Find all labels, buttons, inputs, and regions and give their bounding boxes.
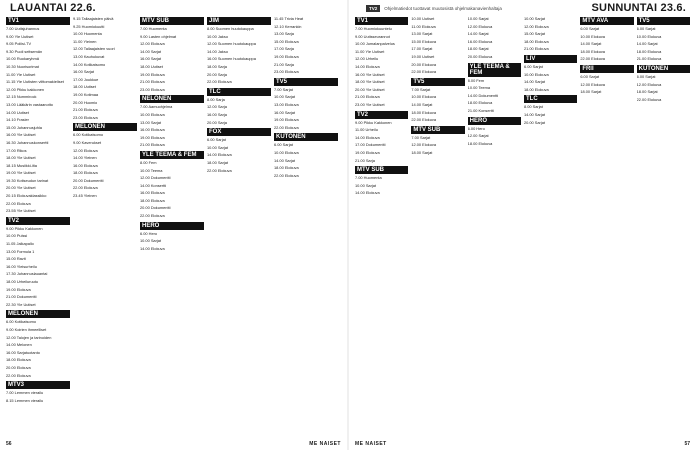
right-column bbox=[355, 17, 408, 438]
program-listing: 7.00 Sarjat bbox=[274, 86, 293, 92]
program-listing: 11.05 Jalkapallo bbox=[6, 241, 34, 247]
program-listing: 18.00 Elokuva bbox=[274, 165, 299, 171]
program-listing: 19.00 Uutiset bbox=[411, 53, 435, 59]
program-listing: 10.00 Teema bbox=[467, 85, 491, 91]
program-listing: 17.00 Rikos bbox=[6, 147, 27, 153]
program-listing: 13.00 Lääkärin vastaanotto bbox=[6, 101, 53, 107]
program-listing: 13.00 Elokuva bbox=[274, 101, 299, 107]
program-listing: 11.00 Urheilu bbox=[355, 127, 378, 133]
program-listing: 8.00 Sarjat bbox=[523, 104, 543, 110]
program-listing: 18.00 Elokuva bbox=[73, 170, 98, 176]
channel-heading: YLE TEEMA & FEM bbox=[468, 63, 521, 77]
program-listing: 14.00 Elokuva bbox=[207, 152, 232, 158]
channel-heading: MTV SUB bbox=[411, 126, 464, 134]
program-listing: 9.25 Huomiokuutti bbox=[73, 23, 105, 29]
program-listing: 17.00 Dokumentti bbox=[355, 142, 386, 148]
program-listing: 11.45 Trivia Heat bbox=[274, 17, 304, 21]
right-page-header bbox=[356, 0, 686, 16]
program-listing: 12.00 Elokuva bbox=[636, 81, 662, 87]
program-listing: 15.00 Elokuva bbox=[274, 38, 299, 44]
channel-heading: TV1 bbox=[6, 17, 70, 25]
program-listing: 6.00 Sarjat bbox=[207, 137, 226, 143]
program-listing: 12.00 Elokuva bbox=[467, 23, 493, 29]
right-column bbox=[637, 17, 690, 438]
program-listing: 11.00 Yleinen bbox=[73, 38, 97, 44]
program-listing: 7.00 Lemmen vierailu bbox=[6, 390, 44, 396]
left-page-columns bbox=[6, 17, 341, 438]
program-listing: 19.00 Yle Uutiset bbox=[6, 170, 36, 176]
right-day-title: SUNNUNTAI 23.6. bbox=[591, 2, 686, 14]
program-listing: 18.00 Elokuva bbox=[467, 140, 493, 146]
left-day-title: LAUANTAI 22.6. bbox=[10, 2, 96, 14]
program-listing: 13.00 Sarjat bbox=[140, 119, 161, 125]
program-listing: 17.00 Sarja bbox=[274, 46, 294, 52]
program-listing: 21.00 Dokumentti bbox=[6, 294, 37, 300]
program-listing: 6.00 Sarjat bbox=[523, 63, 543, 69]
program-listing: 14.00 Melonen bbox=[6, 342, 32, 348]
channel-heading: TV2 bbox=[6, 217, 70, 225]
program-listing: 20.15 Elokuvaklassikko bbox=[6, 193, 47, 199]
channel-heading: LIV bbox=[524, 55, 577, 63]
program-listing: 18.00 Sarjat bbox=[580, 89, 602, 95]
program-listing: 6.00 Kotikatsomo bbox=[73, 132, 104, 138]
channel-heading: YLE TEEMA & FEM bbox=[140, 151, 204, 159]
program-listing: 23.00 Elokuva bbox=[274, 69, 299, 75]
program-listing: 14.00 Sarjat bbox=[411, 101, 433, 107]
program-listing: 12.00 Sarja bbox=[207, 104, 227, 110]
left-column bbox=[207, 17, 271, 438]
left-column bbox=[140, 17, 204, 438]
program-listing: 21.00 Sarja bbox=[355, 157, 375, 163]
program-listing: 16.00 Sarja bbox=[207, 111, 227, 117]
channel-heading: TV1 bbox=[355, 17, 408, 25]
page-gutter bbox=[347, 0, 349, 450]
program-listing: 12.00 Elokuva bbox=[140, 41, 165, 47]
program-listing: 10.00 Sarjat bbox=[207, 144, 228, 150]
program-listing: 16.00 Sarjat bbox=[73, 69, 94, 75]
program-listing: 18.00 Yle Uutiset bbox=[355, 79, 385, 85]
program-listing: 7.00 Aamuohjelma bbox=[140, 104, 173, 110]
program-listing: 16.00 Sarjat bbox=[274, 109, 295, 115]
program-listing: 21.00 Sarja bbox=[274, 61, 294, 67]
program-listing: 12.00 Talojen ja tarinoiden bbox=[6, 334, 52, 340]
program-listing: 10.00 Huomenta bbox=[73, 31, 102, 37]
program-listing: 14.00 Sarjat bbox=[636, 41, 658, 47]
program-listing: 18.00 Elokuva bbox=[636, 48, 662, 54]
program-listing: 19.00 Elokuva bbox=[355, 149, 380, 155]
program-listing: 11.00 Elokuva bbox=[411, 23, 436, 29]
program-listing: 7.00 Huomiokuuntelu bbox=[355, 26, 392, 31]
program-listing: 8.00 Fem bbox=[467, 77, 485, 83]
program-listing: 10.00 Elokuva bbox=[580, 33, 605, 39]
channel-heading: MTV SUB bbox=[355, 166, 408, 174]
program-listing: 7.00 Uutisjuhannus bbox=[6, 26, 40, 31]
program-listing: 21.00 Elokuva bbox=[523, 46, 549, 52]
program-listing: 20.00 Dokumentti bbox=[140, 205, 171, 211]
program-listing: 18.00 Elokuva bbox=[523, 86, 549, 92]
program-listing: 21.00 Konsertti bbox=[467, 107, 494, 113]
program-listing: 10.00 Teema bbox=[140, 167, 163, 173]
program-listing: 10.30 Nuorisorimat bbox=[6, 63, 39, 69]
program-listing: 22.00 Elokuva bbox=[6, 200, 31, 206]
program-listing: 22.00 Elokuva bbox=[140, 213, 165, 219]
program-listing: 10.00 Ruokaryhmä bbox=[6, 56, 39, 62]
program-listing: 14.00 Kotikatsomo bbox=[73, 61, 106, 67]
left-magazine-name: ME NAISET bbox=[309, 440, 341, 447]
program-listing: 19.00 Elokuva bbox=[140, 71, 165, 77]
right-magazine-name: ME NAISET bbox=[355, 440, 387, 447]
program-listing: 21.00 Elokuva bbox=[636, 56, 662, 62]
program-listing: 16.00 Elokuva bbox=[73, 162, 98, 168]
program-listing: 16.00 Sarjatuotanto bbox=[6, 349, 40, 355]
program-listing: 18.00 Yle Uutiset bbox=[6, 155, 36, 161]
channel-heading: TLC bbox=[524, 95, 577, 103]
program-listing: 11.00 Yle Uutiset bbox=[6, 71, 36, 77]
channel-heading: FOX bbox=[207, 128, 271, 136]
program-listing: 8.00 Suomen huutokauppa bbox=[207, 26, 254, 31]
program-listing: 14.00 Uutiset bbox=[6, 109, 29, 115]
program-listing: 10.00 Elokuva bbox=[636, 33, 662, 39]
channel-heading: TV5 bbox=[637, 17, 690, 25]
program-listing: 18.00 Elokuva bbox=[140, 197, 165, 203]
left-column bbox=[274, 17, 338, 438]
program-listing: 19.00 Elokuva bbox=[6, 286, 31, 292]
program-listing: 22.00 Elokuva bbox=[274, 124, 299, 130]
channel-heading: KUTONEN bbox=[274, 133, 338, 141]
program-listing: 20.00 Elokuva bbox=[411, 61, 436, 67]
right-header-tag: TV2 bbox=[366, 5, 380, 12]
program-listing: 23.00 Elokuva bbox=[73, 114, 98, 120]
program-listing: 6.00 Sarjat bbox=[580, 26, 600, 31]
program-listing: 8.15 Lemmen vierailu bbox=[6, 397, 44, 403]
program-listing: 22.00 Elokuva bbox=[6, 372, 31, 378]
program-listing: 10.00 Pulssi bbox=[6, 233, 28, 239]
program-listing: 12.00 Urheilu bbox=[355, 56, 379, 62]
program-listing: 18.00 Sarjat bbox=[636, 89, 658, 95]
program-listing: 22.00 Elokuva bbox=[207, 167, 232, 173]
program-listing: 16.00 Yleisurheilu bbox=[6, 263, 37, 269]
program-listing: 22.00 Elokuva bbox=[274, 172, 299, 178]
program-listing: 6.00 Hero bbox=[140, 230, 158, 236]
program-listing: 12.15 Nummirock bbox=[6, 94, 37, 100]
program-listing: 9.00 Yle Uutiset bbox=[6, 33, 34, 39]
program-listing: 8.00 Fem bbox=[140, 159, 157, 165]
program-listing: 16.00 Elokuva bbox=[467, 38, 493, 44]
program-listing: 13.00 Formula 1 bbox=[6, 248, 35, 254]
program-listing: 21.00 Elokuva bbox=[140, 142, 165, 148]
right-page-footer bbox=[355, 439, 690, 448]
program-listing: 20.00 Yle Uutiset bbox=[6, 185, 36, 191]
program-listing: 16.00 Yle Uutiset bbox=[6, 132, 36, 138]
program-listing: 12.00 Elokuva bbox=[73, 147, 98, 153]
program-listing: 20.00 Dokumentti bbox=[73, 177, 104, 183]
program-listing: 18.00 Elokuva bbox=[580, 48, 605, 54]
program-listing: 6.00 Sarjat bbox=[580, 73, 600, 79]
program-listing: 6.00 Hero bbox=[467, 125, 485, 131]
right-header-tagline: Ohjelmatiedot tuottavat muutosistä ohjelmakanavienhaltaja bbox=[384, 5, 502, 11]
program-listing: 12.00 Elokuva bbox=[411, 142, 436, 148]
program-listing: 15.00 Juhannusjuhla bbox=[6, 124, 42, 130]
program-listing: 18.15 Musiikki-ilta bbox=[6, 162, 37, 168]
program-listing: 23.00 Yle Uutiset bbox=[355, 101, 385, 107]
program-listing: 21.00 Elokuva bbox=[73, 107, 98, 113]
program-listing: 23.00 Elokuva bbox=[140, 86, 165, 92]
program-listing: 20.00 Sarja bbox=[207, 119, 227, 125]
program-listing: 7.00 Huomenta bbox=[355, 175, 382, 181]
channel-heading: TV2 bbox=[355, 111, 408, 119]
program-listing: 14.00 Elokuva bbox=[355, 63, 380, 69]
program-listing: 14.00 Sarjat bbox=[580, 41, 602, 47]
program-listing: 6.00 Sarjat bbox=[636, 26, 656, 31]
right-column bbox=[580, 17, 633, 438]
program-listing: 18.00 Sarja bbox=[207, 63, 227, 69]
program-listing: 22.00 Elokuva bbox=[636, 96, 662, 102]
program-listing: 14.00 Sarjat bbox=[523, 79, 545, 85]
program-listing: 18.00 Uutiset bbox=[140, 63, 163, 69]
program-listing: 20.00 Elokuva bbox=[467, 53, 493, 59]
program-listing: 10.00 Elokuva bbox=[411, 94, 436, 100]
program-listing: 13.00 Sarja bbox=[274, 31, 294, 37]
program-listing: 10.00 Sarjat bbox=[355, 182, 376, 188]
right-column bbox=[468, 17, 521, 438]
channel-heading: HERO bbox=[468, 117, 521, 125]
channel-heading: FRII bbox=[580, 65, 633, 73]
program-listing: 17.00 Joukkue bbox=[73, 76, 99, 82]
program-listing: 12.00 Elokuva bbox=[523, 23, 549, 29]
program-listing: 22.00 Elokuva bbox=[411, 117, 436, 123]
program-listing: 18.00 Urheiluruutu bbox=[6, 279, 39, 284]
program-listing: 19.00 Elokuva bbox=[274, 53, 299, 59]
program-listing: 10.00 Sarjat bbox=[467, 17, 489, 21]
program-listing: 18.00 Elokuva bbox=[467, 100, 493, 106]
program-listing: 9.00 Lasten ohjelmat bbox=[140, 33, 177, 39]
program-listing: 20.00 Huomio bbox=[73, 99, 98, 105]
program-listing: 11.00 Yle Uutiset bbox=[355, 48, 385, 54]
program-listing: 18.00 Sarjat bbox=[411, 149, 433, 155]
program-listing: 14.00 Dokumentti bbox=[467, 92, 499, 98]
program-listing: 14.00 Elokuva bbox=[140, 245, 165, 251]
channel-heading: MELONEN bbox=[6, 310, 70, 318]
program-listing: 21.00 Elokuva bbox=[140, 79, 165, 85]
program-listing: 16.00 Yle Uutiset bbox=[355, 71, 385, 77]
program-listing: 10.00 Sarjat bbox=[274, 94, 295, 100]
channel-heading: TV5 bbox=[411, 78, 464, 86]
program-listing: 6.00 Kotikatsomo bbox=[6, 319, 37, 325]
program-listing: 9.05 Poliisi-TV bbox=[6, 41, 32, 47]
channel-heading: TV5 bbox=[274, 78, 338, 86]
left-page-header bbox=[10, 0, 340, 16]
program-listing: 15.00 Sarjat bbox=[523, 31, 545, 37]
channel-heading: MELONEN bbox=[73, 123, 137, 131]
program-listing: 10.00 Elokuva bbox=[140, 111, 165, 117]
program-listing: 15.00 Elokuva bbox=[411, 38, 436, 44]
program-listing: 18.00 Elokuva bbox=[411, 109, 436, 115]
program-listing: 10.00 Sarjat bbox=[523, 17, 545, 21]
program-listing: 14.00 Jakso bbox=[207, 48, 228, 54]
program-listing: 6.00 Sarjat bbox=[636, 73, 656, 79]
channel-heading: MTV3 bbox=[6, 381, 70, 389]
program-listing: 6.00 Sarjat bbox=[274, 142, 293, 148]
program-listing: 9.15 Tallaajaisten päivä bbox=[73, 17, 114, 21]
program-listing: 12.00 Tallaajaisten vuori bbox=[73, 46, 115, 52]
program-listing: 8.00 Sarja bbox=[207, 96, 225, 102]
program-listing: 15.00 Ravit bbox=[6, 256, 26, 262]
program-listing: 9.00 Kaverukset bbox=[73, 139, 102, 145]
program-listing: 14.00 Elokuva bbox=[355, 190, 380, 196]
program-listing: 13.00 Sarjat bbox=[411, 31, 433, 37]
program-listing: 21.00 Elokuva bbox=[355, 94, 380, 100]
right-column bbox=[524, 17, 577, 438]
program-listing: 7.00 Huomenta bbox=[140, 26, 167, 31]
program-listing: 18.00 Elokuva bbox=[6, 357, 31, 363]
right-page-columns bbox=[355, 17, 690, 438]
program-listing: 10.00 Uutiset bbox=[411, 17, 435, 21]
program-listing: 13.00 Kauhukuvat bbox=[73, 53, 105, 59]
program-listing: 9.00 Koirien ihmeelliset bbox=[6, 326, 47, 332]
program-listing: 14.00 Sarjat bbox=[523, 111, 545, 117]
program-listing: 9.00 Uutisseurannot bbox=[355, 33, 390, 39]
program-listing: 23.55 Yle Uutiset bbox=[6, 208, 36, 214]
program-listing: 18.00 Sarjat bbox=[207, 159, 228, 165]
program-listing: 22.00 Elokuva bbox=[73, 185, 98, 191]
program-listing: 19.30 Kotiseudun tarinat bbox=[6, 177, 49, 183]
channel-heading: HERO bbox=[140, 222, 204, 230]
program-listing: 17.00 Sarjat bbox=[411, 46, 433, 52]
program-listing: 20.00 Sarja bbox=[207, 71, 227, 77]
program-listing: 20.00 Sarjat bbox=[523, 119, 545, 125]
program-listing: 16.00 Elokuva bbox=[140, 127, 165, 133]
channel-heading: MTV AVA bbox=[580, 17, 633, 25]
program-listing: 11.15 Yle Uutisten viittomakieliset bbox=[6, 79, 64, 85]
program-listing: 9.00 Pikku Kakkonen bbox=[355, 119, 392, 125]
channel-heading: JIM bbox=[207, 17, 271, 25]
left-column bbox=[6, 17, 70, 438]
program-listing: 9.30 Puoli seitsemän bbox=[6, 48, 43, 54]
program-listing: 12.00 Suomen huutokauppa bbox=[207, 41, 256, 47]
program-listing: 12.00 Dokumentti bbox=[140, 175, 171, 181]
program-listing: 14.00 Sarjat bbox=[467, 31, 489, 37]
program-listing: 7.00 Sarjat bbox=[411, 134, 431, 140]
program-listing: 18.00 Elokuva bbox=[523, 38, 549, 44]
program-listing: 18.00 Sarjat bbox=[467, 46, 489, 52]
program-listing: 20.00 Yle Uutiset bbox=[355, 86, 385, 92]
program-listing: 18.00 Uutiset bbox=[73, 84, 96, 90]
channel-heading: KUTONEN bbox=[637, 65, 690, 73]
program-listing: 16.00 Sarjat bbox=[140, 56, 161, 62]
program-listing: 7.00 Sarjat bbox=[411, 86, 431, 92]
left-page-number: 56 bbox=[6, 440, 12, 447]
program-listing: 19.00 Elokuva bbox=[274, 117, 299, 123]
program-listing: 22.00 Elokuva bbox=[411, 69, 436, 75]
channel-heading: NELONEN bbox=[140, 95, 204, 103]
program-listing: 16.00 Suomen huutokauppa bbox=[207, 56, 256, 62]
program-listing: 22.00 Elokuva bbox=[207, 79, 232, 85]
program-listing: 20.00 Elokuva bbox=[6, 364, 31, 370]
channel-heading: MTV SUB bbox=[140, 17, 204, 25]
right-column bbox=[411, 17, 464, 438]
program-listing: 10.00 Jakso bbox=[207, 33, 228, 39]
program-listing: 17.30 Juhannuslauantai bbox=[6, 271, 48, 277]
program-listing: 10.00 Elokuva bbox=[274, 149, 299, 155]
program-listing: 12.00 Pikku kakkonen bbox=[6, 86, 45, 92]
program-listing: 10.00 Elokuva bbox=[523, 71, 549, 77]
program-listing: 12.10 Kerrankin bbox=[274, 23, 302, 29]
program-listing: 16.30 Juhannuskonsertti bbox=[6, 139, 49, 145]
program-listing: 14.10 Frasier bbox=[6, 117, 29, 123]
program-listing: 19.00 Elokuva bbox=[140, 134, 165, 140]
left-page-footer bbox=[6, 439, 341, 448]
channel-heading: TLC bbox=[207, 88, 271, 96]
program-listing: 22.00 Elokuva bbox=[580, 56, 605, 62]
program-listing: 23.45 Yleinen bbox=[73, 193, 97, 199]
left-column bbox=[73, 17, 137, 438]
program-listing: 14.00 Sarjat bbox=[140, 48, 161, 54]
program-listing: 14.00 Yleinen bbox=[73, 155, 97, 161]
program-listing: 10.00 Sarjat bbox=[140, 238, 161, 244]
program-listing: 12.00 Elokuva bbox=[580, 81, 605, 87]
program-listing: 12.00 Sarjat bbox=[467, 133, 489, 139]
program-listing: 14.00 Konsertti bbox=[140, 182, 167, 188]
program-listing: 16.00 Elokuva bbox=[140, 190, 165, 196]
program-listing: 10.00 Jumalanpalvelus bbox=[355, 41, 395, 47]
program-listing: 9.00 Pikku Kakkonen bbox=[6, 225, 43, 231]
program-listing: 22.30 Yle Uutiset bbox=[6, 301, 36, 307]
program-listing: 14.00 Elokuva bbox=[355, 134, 380, 140]
program-listing: 19.00 Kotimaa bbox=[73, 91, 99, 97]
program-listing: 14.00 Sarjat bbox=[274, 157, 295, 163]
right-page-number: 57 bbox=[684, 440, 690, 447]
